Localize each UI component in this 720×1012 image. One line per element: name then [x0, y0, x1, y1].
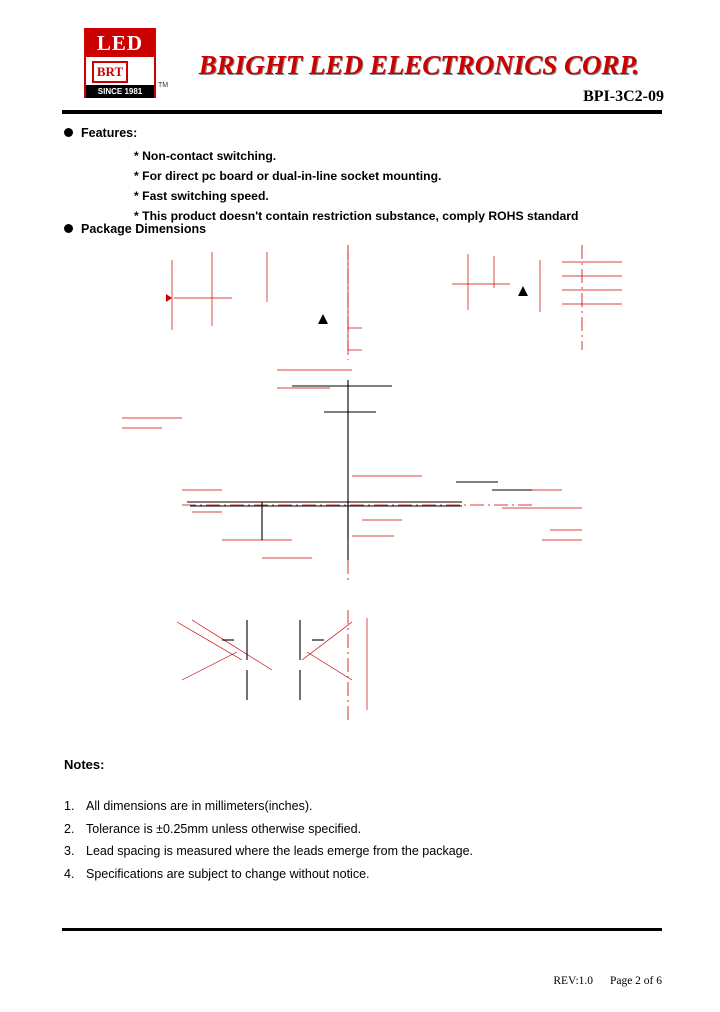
feature-item: * This product doesn't contain restriction substance, comply ROHS standard	[134, 209, 579, 223]
notes-list	[64, 795, 644, 885]
trademark-icon: TM	[158, 82, 169, 89]
note-number: 4.	[64, 866, 75, 881]
center-lines-group	[182, 245, 582, 720]
note-number: 2.	[64, 821, 75, 836]
note-item	[64, 840, 644, 863]
company-name: BRIGHT LED ELECTRONICS CORP.	[198, 50, 640, 80]
note-text: Specifications are subject to change without notice.	[86, 866, 370, 881]
page-footer	[62, 975, 662, 987]
footer-divider	[62, 928, 662, 931]
revision-label: REV:1.0	[553, 975, 594, 987]
bullet-icon	[64, 128, 73, 137]
note-text: Lead spacing is measured where the leads emerge from the package.	[86, 844, 474, 858]
note-item	[64, 795, 644, 818]
note-number: 3.	[64, 844, 75, 858]
page-number-label: Page 2 of 6	[609, 975, 662, 987]
note-number: 1.	[64, 799, 75, 813]
arrow-markers-group	[318, 286, 528, 324]
note-item	[64, 863, 644, 886]
feature-item: * Fast switching speed.	[134, 189, 269, 203]
bullet-icon	[64, 224, 73, 233]
notes-heading: Notes:	[64, 757, 105, 772]
logo-brt-text: BRT	[92, 61, 128, 83]
features-heading	[64, 126, 137, 140]
header-divider	[62, 110, 662, 114]
package-dimensions-heading	[64, 222, 206, 236]
page-header	[62, 26, 662, 104]
logo-led-text: LED	[86, 30, 154, 57]
company-logo	[84, 28, 156, 98]
dimension-lines-group	[122, 252, 622, 710]
logo-since-text: SINCE 1981	[86, 85, 154, 98]
feature-item: * Non-contact switching.	[134, 149, 277, 163]
package-dimensions-label: Package Dimensions	[81, 222, 207, 236]
note-text: Tolerance is ±0.25mm unless otherwise specified.	[86, 821, 362, 836]
package-drawing	[62, 240, 662, 740]
features-label: Features:	[81, 126, 138, 140]
feature-item: * For direct pc board or dual-in-line socket mounting.	[134, 169, 442, 183]
note-item	[64, 818, 644, 841]
features-list	[134, 146, 674, 226]
package-drawing-svg	[62, 240, 662, 740]
note-text: All dimensions are in millimeters(inches).	[86, 799, 313, 813]
part-number: BPI-3C2-09	[583, 88, 664, 105]
